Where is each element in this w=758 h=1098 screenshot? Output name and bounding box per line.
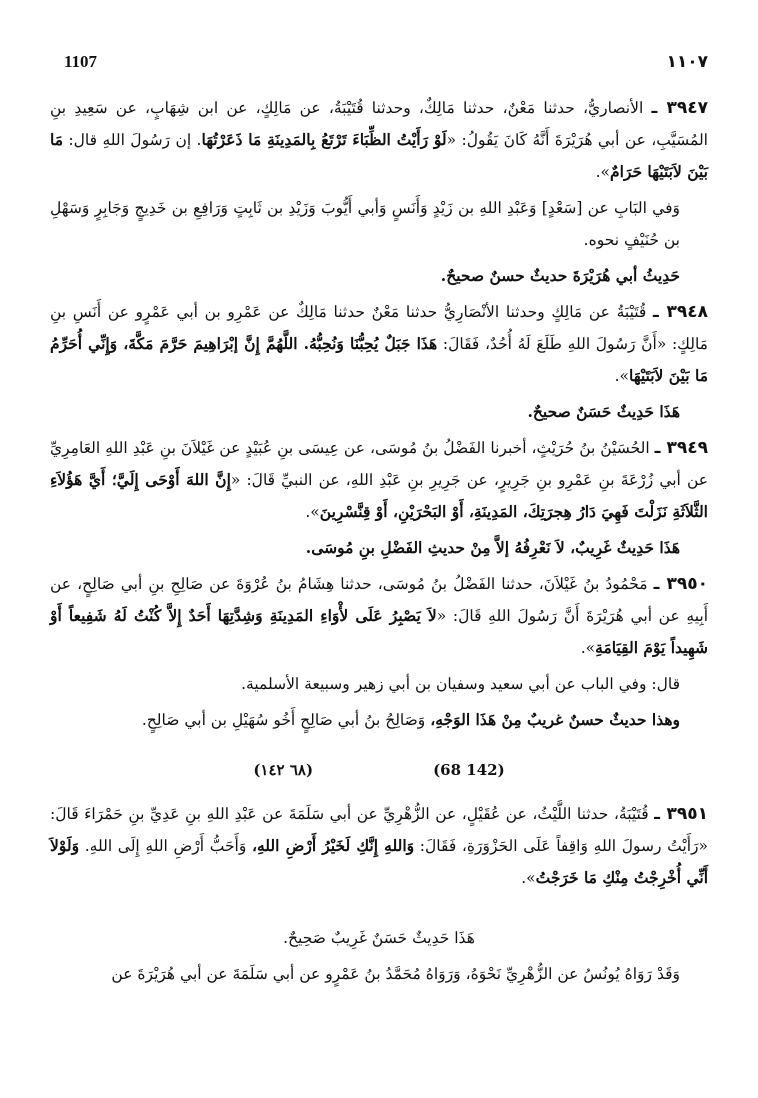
hadith-number: ٣٩٤٨ ـ xyxy=(653,302,708,322)
page-body xyxy=(50,92,708,994)
hadith-text: وَأَحَبُّ أَرْضِ اللهِ إِلَى اللهِ. xyxy=(79,837,252,855)
hadith-quote: إِنَّ اللهَ أَوْحَى إِلَيَّ؛ أَيَّ هَؤُلاَءِ الثَّلاَثَةِ نَزَلْتَ فَهِيَ دَارُ هِجرَتِكَ، المَدِينَةِ، أَوْ البَحْرَيْنِ، أَوْ قِنَّسْرِينَ xyxy=(50,470,708,521)
hadith-text: ». xyxy=(580,639,596,657)
hadith-3949 xyxy=(50,432,708,528)
narrator-note: وَصَالِحُ بنُ أبي صَالِحٍ أَخُو سُهَيْلِ بن أبي صَالِحٍ. xyxy=(141,711,431,729)
hadith-text: الأنصاريُّ، حدثنا مَعْنٌ، حدثنا مَالِكٌ، وحدثنا قُتَيْبَةُ، عن مَالِكٍ، عن ابن شِهَابٍ، عن سَعِيدِ بنِ المُسَيَّبِ، عن أبي هُرَيْرَةَ أَنَّهُ كَانَ يَقُولُ: « xyxy=(50,99,708,149)
hadith-quote: وَلَوْلاَ أَنِّي أُخْرِجْتُ مِنْكِ مَا خَرَجْتُ xyxy=(50,836,708,887)
hadith-3951 xyxy=(50,798,708,894)
volume-reference xyxy=(50,754,708,786)
hadith-text: الحُسَيْنُ بنُ حُرَيْثٍ، أخبرنا الفَضْلُ بنُ مُوسَى، عن عِيسَى بنِ عُبَيْدٍ عن غَيْلاَنَ بنِ عَبْدِ اللهِ العَامِرِيِّ عن أبي زُرْعَةَ بنِ عَمْرِو بنِ جَرِيرٍ، عن جَرِيرِ بنِ عَبْدِ اللهِ، عن النبيِّ قَالَ: « xyxy=(50,439,708,489)
hadith-number: ٣٩٥١ ـ xyxy=(654,804,708,824)
hadith-quote: وَاللهِ إِنَّكِ لَخَيْرُ أَرْضِ اللهِ، xyxy=(251,836,415,855)
hadith-text: مَحْمُودُ بنُ غَيْلاَنَ، حدثنا الفَضْلُ بنُ مُوسَى، حدثنا هِشَامُ بنُ عُرْوَةَ عن صَالِحِ بنِ أبي صَالِحٍ، عن أَبِيهِ عن أبي هُرَيْرَةَ أَنَّ رَسُولَ اللهِ قَالَ: « xyxy=(50,575,708,625)
hadith-3950 xyxy=(50,568,708,664)
reference-latin: (68 142) xyxy=(433,761,505,779)
hadith-text: قُتَيْبَةُ عن مَالِكٍ وحدثنا الأنْصَارِيُّ حدثنا مَعْنٌ حدثنا مَالِكٌ عن عَمْرِو بن أبي عَمْرٍو عن أَنَسِ بنِ مَالِكٍ: «أَنَّ رَسُولَ اللهِ طَلَعَ لَهُ أُحُدٌ، فَقَالَ: xyxy=(50,303,708,353)
hadith-number: ٣٩٤٧ ـ xyxy=(651,98,708,118)
hadith-quote: هَذَا جَبَلٌ يُحِبُّنَا وَنُحِبُّهُ. اللَّهُمَّ إِنَّ إبْرَاهِيمَ حَرَّمَ مَكَّةَ، وَإِنِّي أُحَرِّمُ مَا بَيْنَ لاَبَتَيْهَا xyxy=(50,334,708,385)
hadith-quote: مَا بَيْنَ لاَبَتَيْهَا حَرَامٌ xyxy=(50,130,708,181)
reference-arabic: (٦٨ ١٤٢) xyxy=(253,761,314,779)
hadith-text: ». xyxy=(595,163,610,181)
spacer xyxy=(50,898,708,922)
hadith-text: قُتَيْبَةُ، حدثنا اللَّيْثُ، عن عُقَيْلٍ، عن الزُّهْرِيِّ عن أبي سَلَمَةَ عن عَبْدِ اللهِ بنِ عَدِيِّ بنِ حَمْرَاءَ قَالَ: «رَأَيْتُ رسولَ اللهِ وَاقِفاً عَلَى الحَزْوَرَةِ، فَقَالَ: xyxy=(50,805,708,855)
narration-note: وَقَدْ رَوَاهُ يُونُسُ عن الزُّهْرِيِّ نَحْوَهُ، وَرَوَاهُ مُحَمَّدُ بنُ عَمْرٍو عن أبي سَلَمَةَ عن أبي هُرَيْرَةَ عن xyxy=(111,965,680,983)
grade-note: هَذَا حَدِيثٌ غَرِيبٌ، لاَ نَعْرِفُهُ إلاَّ مِنْ حديثِ الفَضْلِ بنِ مُوسَى. xyxy=(305,538,680,557)
hadith-text: ». xyxy=(305,503,320,521)
page-number-latin: 1107 xyxy=(64,52,98,71)
bab-note: قال: وفي الباب عن أبي سعيد وسفيان بن أبي زهير وسبيعة الأسلمية. xyxy=(241,675,680,693)
hadith-number: ٣٩٤٩ ـ xyxy=(654,438,708,458)
grade-note: هَذَا حَدِيثٌ حَسَنٌ صحيحٌ. xyxy=(527,402,680,421)
page-number-arabic: ١١٠٧ xyxy=(666,52,708,72)
hadith-3947 xyxy=(50,92,708,188)
grade-note xyxy=(50,704,708,736)
hadith-3948 xyxy=(50,296,708,392)
hadith-number: ٣٩٥٠ ـ xyxy=(653,574,708,594)
bab-note: وَفي البَابِ عن [سَعْدٍ] وَعَبْدِ اللهِ بن زَيْدٍ وَأَنَسٍ وَأبي أَيُّوبَ وَزَيْدِ بن ثَابِتٍ وَرَافِعِ بن خَدِيجٍ وَجَابِرٍ وَسَهْلِ بن حُنَيْفٍ نحوه. xyxy=(50,199,680,249)
grade-note: هَذَا حَدِيثٌ حَسَنٌ غَرِيبٌ صَحِيحٌ. xyxy=(283,929,475,947)
grade-text: وهذا حديثٌ حسنٌ غريبٌ مِنْ هَذَا الوَجْهِ، xyxy=(430,710,680,729)
hadith-quote: لاَ يَصْبِرُ عَلَى لأْوَاءِ المَدِينَةِ وَشِدَّتِهَا أَحَدٌ إِلاَّ كُنْتُ لَهُ شَفِيعاً أَوْ شَهِيداً يَوْمَ القِيَامَةِ xyxy=(50,606,708,657)
hadith-text: . إن رَسُولَ اللهِ قال: xyxy=(63,131,202,149)
hadith-quote: لَوْ رَأَيْتُ الظِّبَاءَ تَرْتَعُ بِالمَدِينَةِ مَا ذَعَرْتُهَا xyxy=(201,130,447,149)
hadith-text: ». xyxy=(614,367,630,385)
hadith-text: ». xyxy=(521,869,536,887)
grade-note: حَدِيثُ أبي هُرَيْرَةَ حديثٌ حسنٌ صحيحٌ. xyxy=(440,266,680,285)
